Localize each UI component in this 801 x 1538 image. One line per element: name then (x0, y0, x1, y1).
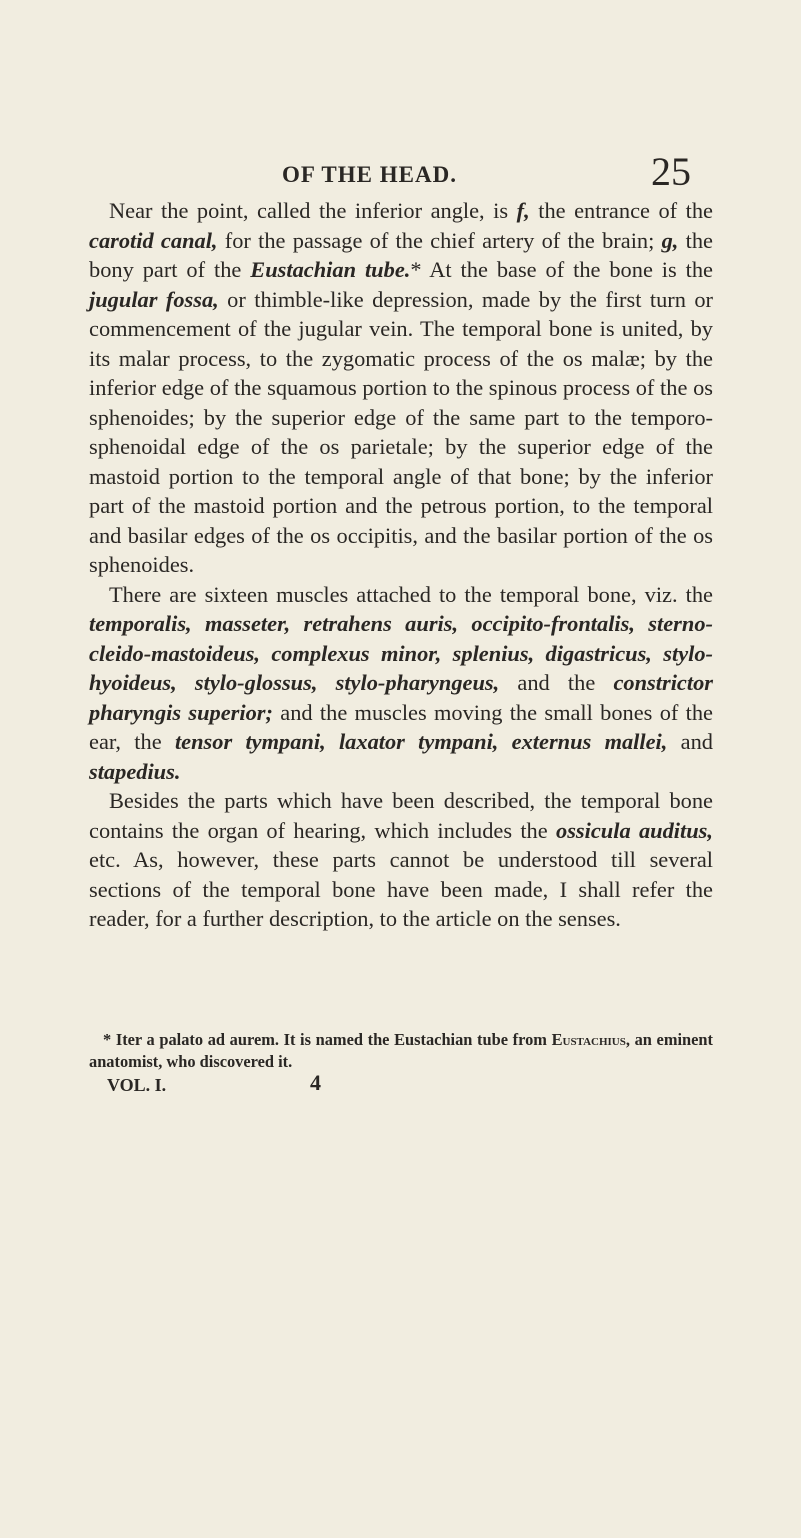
term: jugular fossa, (89, 286, 219, 312)
footnote: * Iter a palato ad aurem. It is named the Eustachian tube from Eustachius, an eminent anatomist, who discovered it. (89, 1030, 713, 1071)
term: stapedius. (89, 758, 181, 784)
term: Eustachian tube. (250, 257, 411, 282)
term: tensor tympani, laxator tympani, externus mallei, (174, 729, 668, 754)
term: f, (516, 198, 530, 223)
term: temporalis, masseter, retrahens auris, occipito-frontalis, sterno-cleido-mastoideus, complexus minor, splenius, digastricus, stylo-hyoideus, stylo-glossus, stylo-pharyngeus, (89, 611, 713, 695)
term: ossicula auditus, (556, 817, 713, 843)
page-header (0, 148, 801, 192)
term: g, (661, 227, 679, 253)
term: constrictor pharyngis superior; (89, 670, 713, 725)
footnote-marker: * (410, 257, 422, 282)
paragraph-1: Near the point, called the inferior angle, is f, the entrance of the carotid canal, for the passage of the chief artery of the brain; g, the bony part of the Eustachian tube.* At the base of the bone is the jugular fossa, or thimble-like depression, made by the first turn or commencement of the jugular vein. The temporal bone is united, by its malar process, to the zygomatic process of the os malæ; by the inferior edge of the squamous portion to the spinous process of the os sphenoides; by the superior edge of the same part to the temporo-sphenoidal edge of the os parietale; by the superior edge of the mastoid portion to the temporal angle of that bone; by the inferior part of the mastoid portion and the petrous portion, to the temporal and basilar edges of the os occipitis, and the basilar portion of the os sphenoides. (89, 198, 714, 577)
term: carotid canal, (89, 227, 218, 253)
footnote-name: Eustachius, (551, 1030, 630, 1049)
body-text (89, 196, 713, 934)
volume-signature: VOL. I. (107, 1075, 167, 1095)
signature-mark: 4 (310, 1070, 321, 1095)
paragraph-2: There are sixteen muscles attached to the temporal bone, viz. the temporalis, masseter, retrahens auris, occipito-frontalis, sterno-cleido-mastoideus, complexus minor, splenius, digastricus, stylo-hyoideus, stylo-glossus, stylo-pharyngeus, and the constrictor pharyngis superior; and the muscles moving the small bones of the ear, the tensor tympani, laxator tympani, externus mallei, and stapedius. (89, 581, 713, 784)
running-head: OF THE HEAD. (282, 162, 457, 187)
page-number: 25 (651, 149, 691, 194)
paragraph-3: Besides the parts which have been described, the temporal bone contains the organ of hearing, which includes the ossicula auditus, etc. As, however, these parts cannot be understood till several sections of the temporal bone have been made, I shall refer the reader, for a further description, to the article on the senses. (89, 788, 713, 931)
